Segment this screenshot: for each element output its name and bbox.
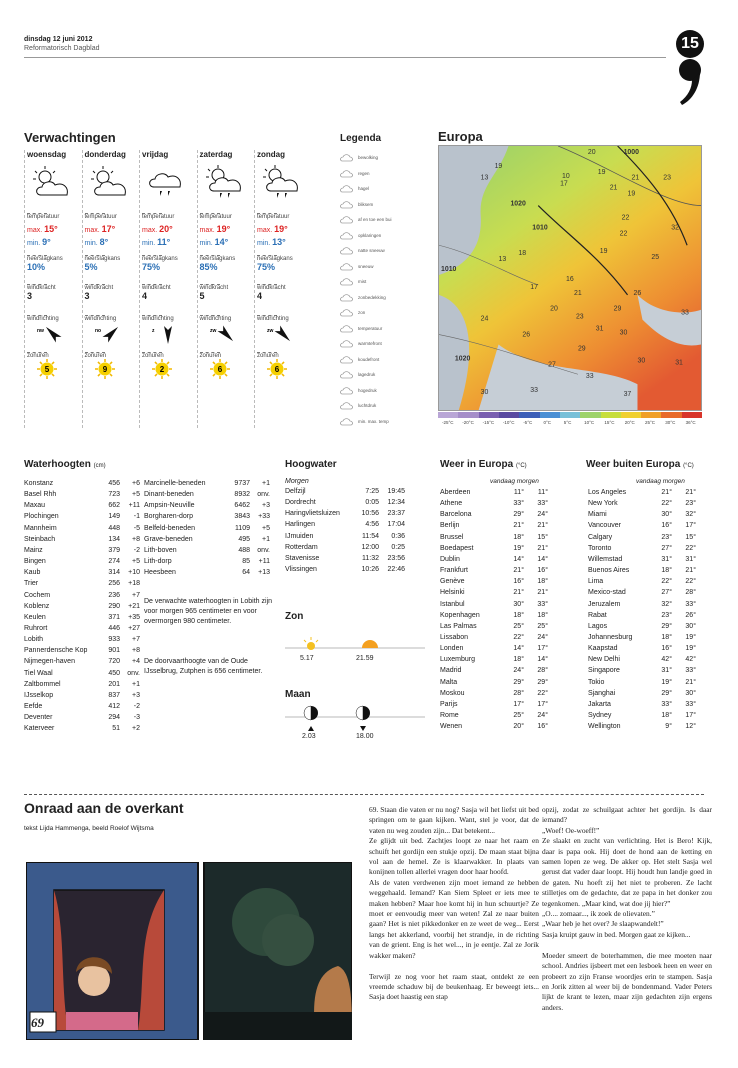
weer-europa-title: Weer in Europa (°C): [440, 459, 527, 470]
map-temperature: 22: [619, 230, 628, 238]
maan-title: Maan: [285, 689, 311, 700]
svg-text:9: 9: [102, 365, 107, 374]
map-temperature: 22: [621, 214, 630, 222]
wind-label: windkracht: [257, 285, 286, 291]
rain-cloud-icon: [146, 165, 188, 199]
sun-hours-badge: [152, 359, 172, 379]
wind-arrow-icon: [257, 322, 297, 344]
map-temperature: 17: [560, 180, 568, 188]
header-rule: [24, 57, 666, 58]
legend-item: temperatuur: [340, 325, 382, 335]
map-temperature: 20: [587, 148, 596, 156]
legend-symbol-icon: [340, 325, 354, 333]
forecast-day: [254, 150, 310, 428]
legend-item: zon: [340, 309, 365, 319]
rain-label: neerslagkans: [257, 256, 293, 262]
wind-label: windkracht: [142, 285, 171, 291]
scale-label: 15°C: [604, 420, 615, 425]
temp-label: temperatuur: [199, 214, 232, 220]
legend-item: bliksem: [340, 201, 373, 211]
legend-symbol-icon: [340, 356, 354, 364]
legend-symbol-icon: [340, 340, 354, 348]
sun-hours-label: zonuren: [84, 353, 107, 359]
pressure-label: 1010: [532, 224, 548, 232]
wind-direction-label: windrichting: [27, 316, 59, 322]
header-date: dinsdag 12 juni 2012: [24, 36, 93, 43]
legend-symbol-icon: [340, 201, 354, 209]
scale-swatch: [661, 412, 681, 418]
day-name: zaterdag: [199, 150, 233, 159]
wind-direction-label: windrichting: [142, 316, 174, 322]
hoogwater-title: Hoogwater: [285, 459, 337, 470]
map-temperature: 16: [566, 275, 574, 283]
sun-rain-icon: [204, 165, 246, 199]
rain-label: neerslagkans: [199, 256, 236, 262]
legend-symbol-icon: [340, 185, 354, 193]
moonset-icon: [356, 706, 370, 720]
map-temperature: 19: [494, 162, 503, 170]
day-name: zondag: [257, 150, 285, 159]
scale-swatch: [560, 412, 580, 418]
legend-symbol-icon: [340, 309, 354, 317]
pressure-label: 1010: [440, 266, 457, 274]
scale-swatch: [540, 412, 560, 418]
map-temperature: 23: [663, 174, 672, 182]
sun-hours-label: zonuren: [257, 353, 279, 359]
legend-symbol-icon: [340, 170, 354, 178]
wind-force: 5: [199, 291, 205, 301]
rain-label: neerslagkans: [84, 256, 121, 262]
map-temperature: 30: [637, 357, 646, 365]
pressure-label: 1020: [510, 200, 526, 208]
scale-swatch: [621, 412, 641, 418]
max-temp: max. 19°: [199, 224, 231, 234]
moonrise-time: 2.03: [302, 733, 316, 740]
legend-symbol-icon: [340, 371, 354, 379]
legend-item: sneeuw: [340, 263, 374, 273]
sun-hours-label: zonuren: [142, 353, 164, 359]
map-temperature: 27: [548, 361, 556, 369]
rain-chance: 75%: [257, 262, 276, 272]
rain-chance: 5%: [84, 262, 98, 272]
min-temp: min. 14°: [199, 237, 229, 247]
forecast-day: [82, 150, 138, 428]
comic-divider: [24, 794, 704, 795]
map-temperature: 33: [681, 309, 689, 317]
map-temperature: 19: [599, 248, 608, 256]
scale-label: -5°C: [523, 420, 533, 425]
legend-symbol-icon: [340, 232, 354, 240]
scale-swatch: [641, 412, 661, 418]
weer-europa-cols: vandaag morgen: [490, 478, 539, 485]
scale-swatch: [601, 412, 621, 418]
comic-panel-1: [26, 862, 198, 1040]
map-temperature: 33: [585, 373, 594, 381]
moonrise-icon: [304, 706, 318, 720]
sun-rain-icon: [261, 165, 303, 199]
legend-symbol-icon: [340, 402, 354, 410]
min-temp: min. 9°: [27, 237, 51, 247]
legend-item: natte sneeuw: [340, 247, 385, 257]
waterhoogten-note-1: De verwachte waterhoogten in Lobith zijn voor morgen 965 centimeter en voor overmorgen 980 centimeter.: [144, 598, 273, 625]
scale-label: -20°C: [462, 420, 474, 425]
map-temperature: 19: [627, 190, 636, 198]
scale-label: 30°C: [665, 420, 676, 425]
sunrise-time: 5.17: [300, 655, 314, 662]
svg-text:nw: nw: [37, 328, 44, 334]
legend-item: opklaringen: [340, 232, 381, 242]
scale-swatch: [479, 412, 499, 418]
wind-arrow-icon: [85, 322, 125, 344]
legend-symbol-icon: [340, 294, 354, 302]
map-temperature: 33: [530, 387, 539, 395]
europe-title: Europa: [438, 129, 483, 144]
wind-force: 3: [27, 291, 33, 301]
wind-direction-label: windrichting: [84, 316, 117, 322]
wind-arrow-icon: [27, 322, 67, 344]
wind-force: 3: [84, 291, 90, 301]
forecast-day: [24, 150, 80, 428]
svg-text:no: no: [94, 328, 101, 334]
scale-swatch: [438, 412, 458, 418]
max-temp: max. 17°: [84, 224, 116, 234]
legend-symbol-icon: [340, 247, 354, 255]
legend-item: koudefront: [340, 356, 379, 366]
forecast-title: Verwachtingen: [24, 130, 116, 145]
sun-hours-label: zonuren: [27, 353, 49, 359]
pressure-label: 1020: [454, 355, 471, 363]
wind-force: 4: [257, 291, 263, 301]
comic-panel-2: [204, 862, 352, 1040]
scale-label: -25°C: [442, 420, 454, 425]
scale-swatch: [458, 412, 478, 418]
forecast-day: [197, 150, 253, 428]
map-temperature: 13: [480, 174, 489, 182]
moon-rise-set-graphic: [285, 703, 425, 733]
forecast-day: [139, 150, 195, 428]
max-temp: max. 15°: [27, 224, 58, 234]
map-temperature: 18: [518, 250, 527, 258]
comic-title: Onraad aan de overkant: [24, 800, 184, 816]
scale-label: -10°C: [502, 420, 515, 425]
svg-text:z: z: [152, 328, 155, 334]
legend-symbol-icon: [340, 418, 354, 426]
day-name: vrijdag: [142, 150, 169, 159]
map-temperature: 25: [651, 254, 660, 262]
legend-symbol-icon: [340, 216, 354, 224]
sun-hours-badge: [95, 359, 115, 379]
weer-buiten-cols: vandaag morgen: [636, 478, 685, 485]
rain-chance: 75%: [142, 262, 161, 272]
map-temperature: 24: [480, 315, 489, 323]
hoogwater-subtitle: Morgen: [285, 478, 309, 485]
map-temperature: 29: [613, 305, 622, 313]
map-temperature: 21: [573, 289, 582, 297]
legend-item: luchtdruk: [340, 402, 376, 412]
legend-symbol-icon: [340, 263, 354, 271]
day-name: donderdag: [84, 150, 126, 159]
moonset-time: 18.00: [356, 733, 374, 740]
wind-direction-label: windrichting: [257, 316, 289, 322]
legend-symbol-icon: [340, 387, 354, 395]
svg-text:2: 2: [159, 365, 165, 374]
svg-text:zw: zw: [209, 328, 216, 334]
max-temp: max. 20°: [142, 224, 173, 234]
scale-label: 0°C: [543, 420, 552, 425]
svg-text:zw: zw: [267, 328, 274, 334]
min-temp: min. 11°: [142, 237, 171, 247]
legend-item: zonbedekking: [340, 294, 386, 304]
comic-panels: [26, 862, 352, 1040]
wind-force: 4: [142, 291, 148, 301]
map-temperature: 10: [562, 172, 570, 180]
rain-chance: 85%: [199, 262, 218, 272]
sun-cloud-icon: [89, 165, 131, 199]
legend-item: min. max. temp: [340, 418, 389, 428]
scale-label: 10°C: [584, 420, 595, 425]
map-temperature: 29: [577, 345, 586, 353]
legend-item: bewolking: [340, 154, 378, 164]
map-temperature: 31: [595, 325, 604, 333]
min-temp: min. 13°: [257, 237, 286, 247]
legend-symbol-icon: [340, 154, 354, 162]
temp-label: temperatuur: [27, 214, 60, 220]
scale-label: 36°C: [685, 420, 696, 425]
waterhoogten-title: Waterhoogten (cm): [24, 459, 106, 470]
story-column-2: opzij, zodat ze schuilgaat achter het gordijn. Is daar iemand? „Woef! Oe-woeff!” Ze slaakt en zucht van verlichting. Het is Bero! Kijk, daar is papa ook. Hij doet de hond aan de ketting en samen lopen ze weg. De akker op. Het stelt Sasja wel gerust dat vader daar loopt. Hij houdt hun landje goed in de gaten. Nu hoeft zij het niet te proberen. Ze lacht stilletjes om de gedachte, dat ze papa in het donker zou tegenkomen. „Maar kind, wat doe jij hier?” „O.... zomaar..., ik zoek de olievaten.” „Waar heb je het over? Je slaapwandelt!” Sasja kruipt gauw in bed. Morgen gaat ze kijken... Moeder smeert de boterhammen, die mee moeten naar school. Andries ijsbeert met een lesboek heen en weer en probeert zo zijn Franse woordjes erin te stampen. Sasja en Jorik zitten al weer bij de bondenmand. Vader Peters lijkt de krant te lezen, maar zijn gedachten zijn ergens anders.: [542, 805, 712, 1012]
day-name: woensdag: [27, 150, 67, 159]
sun-hours-badge: [210, 359, 230, 379]
temp-label: temperatuur: [142, 214, 175, 220]
map-temperature: 19: [597, 168, 606, 176]
header-paper: Reformatorisch Dagblad: [24, 45, 100, 52]
legend-item: mist: [340, 278, 366, 288]
wind-label: windkracht: [84, 285, 114, 291]
temperature-scale-labels: [438, 420, 702, 428]
scale-swatch: [499, 412, 519, 418]
sun-hours-badge: [37, 359, 57, 379]
wind-label: windkracht: [27, 285, 56, 291]
wind-arrow-icon: [142, 322, 182, 344]
legend-item: regen: [340, 170, 370, 180]
legend-item: af en toe een bui: [340, 216, 392, 226]
map-temperature: 26: [633, 289, 642, 297]
wind-label: windkracht: [199, 285, 229, 291]
svg-text:6: 6: [217, 365, 222, 374]
map-temperature: 21: [631, 174, 640, 182]
svg-text:6: 6: [274, 365, 280, 374]
story-column-1: 69. Staan die vaten er nu nog? Sasja wil het liefst uit bed springen om te gaan kijken. Want, stel je voor, dat de vaten nu weg zouden zijn... Dat betekent... Ze glijdt uit bed. Zachtjes loopt ze naar het raam en schuift het gordijn een stukje opzij. De maan staat bijna vol aan de hemel. Ze is klaarwakker. In plaats van konijnen tollen allerlei vragen door haar hoofd. Als de vaten verdwenen zijn moet iemand ze hebben weggehaald. Iemand? Kan Siem Spleet er iets mee te maken hebben? Maar hoe komt hij in hun schuurtje? Ze moet er eenvoudig meer van weten! Zal ze naar buiten gaan? Het is niet pikkedonker en ze weet de weg... Eerst langs het akkerland, voorbij het strandje, in de richting van de grient. Eng is het wel..., in je eentje. Zal ze Jorik wakker maken? Terwijl ze nog voor het raam staat, ontdekt ze een vreemde schaduw bij de beukenhaag. Er beweegt iets... Sasja doet haastig een stap: [369, 805, 539, 1002]
sun-hours-label: zonuren: [199, 353, 222, 359]
legend-item: hagel: [340, 185, 369, 195]
wind-arrow-icon: [200, 322, 240, 344]
scale-label: 20°C: [624, 420, 635, 425]
map-temperature: 31: [675, 359, 683, 367]
comic-panel-number: 69: [31, 1015, 44, 1030]
temperature-scale: [438, 412, 702, 418]
temp-label: temperatuur: [257, 214, 290, 220]
weer-buiten-title: Weer buiten Europa (°C): [586, 459, 694, 470]
map-temperature: 30: [619, 329, 628, 337]
waterhoogten-note-2: De doorvaarthoogte van de Oude IJsselbrug, Zutphen is 656 centimeter.: [144, 658, 263, 675]
map-temperature: 26: [522, 331, 531, 339]
scale-label: -15°C: [482, 420, 495, 425]
page-number: 15: [676, 30, 704, 58]
rain-label: neerslagkans: [27, 256, 63, 262]
map-temperature: 20: [550, 305, 558, 313]
comma-logo-icon: [678, 58, 702, 106]
scale-label: 25°C: [645, 420, 656, 425]
map-temperature: 37: [623, 391, 632, 399]
legend-symbol-icon: [340, 278, 354, 286]
legend-item: lagedruk: [340, 371, 375, 381]
map-temperature: 30: [480, 389, 489, 397]
zon-title: Zon: [285, 611, 304, 622]
wind-direction-label: windrichting: [199, 316, 232, 322]
legend-title: Legenda: [340, 133, 382, 144]
map-temperature: 21: [609, 184, 618, 192]
europe-weather-map: [438, 145, 702, 411]
max-temp: max. 19°: [257, 224, 288, 234]
rain-label: neerslagkans: [142, 256, 178, 262]
map-temperature: 17: [530, 283, 539, 291]
scale-swatch: [519, 412, 539, 418]
sun-hours-badge: [267, 359, 287, 379]
comic-credit: tekst Lijda Hammenga, beeld Roelof Wijtsma: [24, 825, 154, 832]
legend-item: hogedruk: [340, 387, 377, 397]
scale-label: 5°C: [563, 420, 572, 425]
temp-label: temperatuur: [84, 214, 117, 220]
sunset-icon: [362, 640, 378, 648]
rain-chance: 10%: [27, 262, 46, 272]
map-temperature: 32: [671, 224, 679, 232]
sunset-time: 21.59: [356, 655, 374, 662]
map-temperature: 13: [498, 256, 507, 264]
legend-item: warmtefront: [340, 340, 382, 350]
map-temperature: 23: [575, 313, 584, 321]
pressure-label: 1000: [623, 148, 640, 156]
scale-swatch: [682, 412, 702, 418]
sun-cloud-icon: [31, 165, 73, 199]
svg-text:5: 5: [44, 365, 50, 374]
scale-swatch: [580, 412, 600, 418]
min-temp: min. 8°: [84, 237, 109, 247]
